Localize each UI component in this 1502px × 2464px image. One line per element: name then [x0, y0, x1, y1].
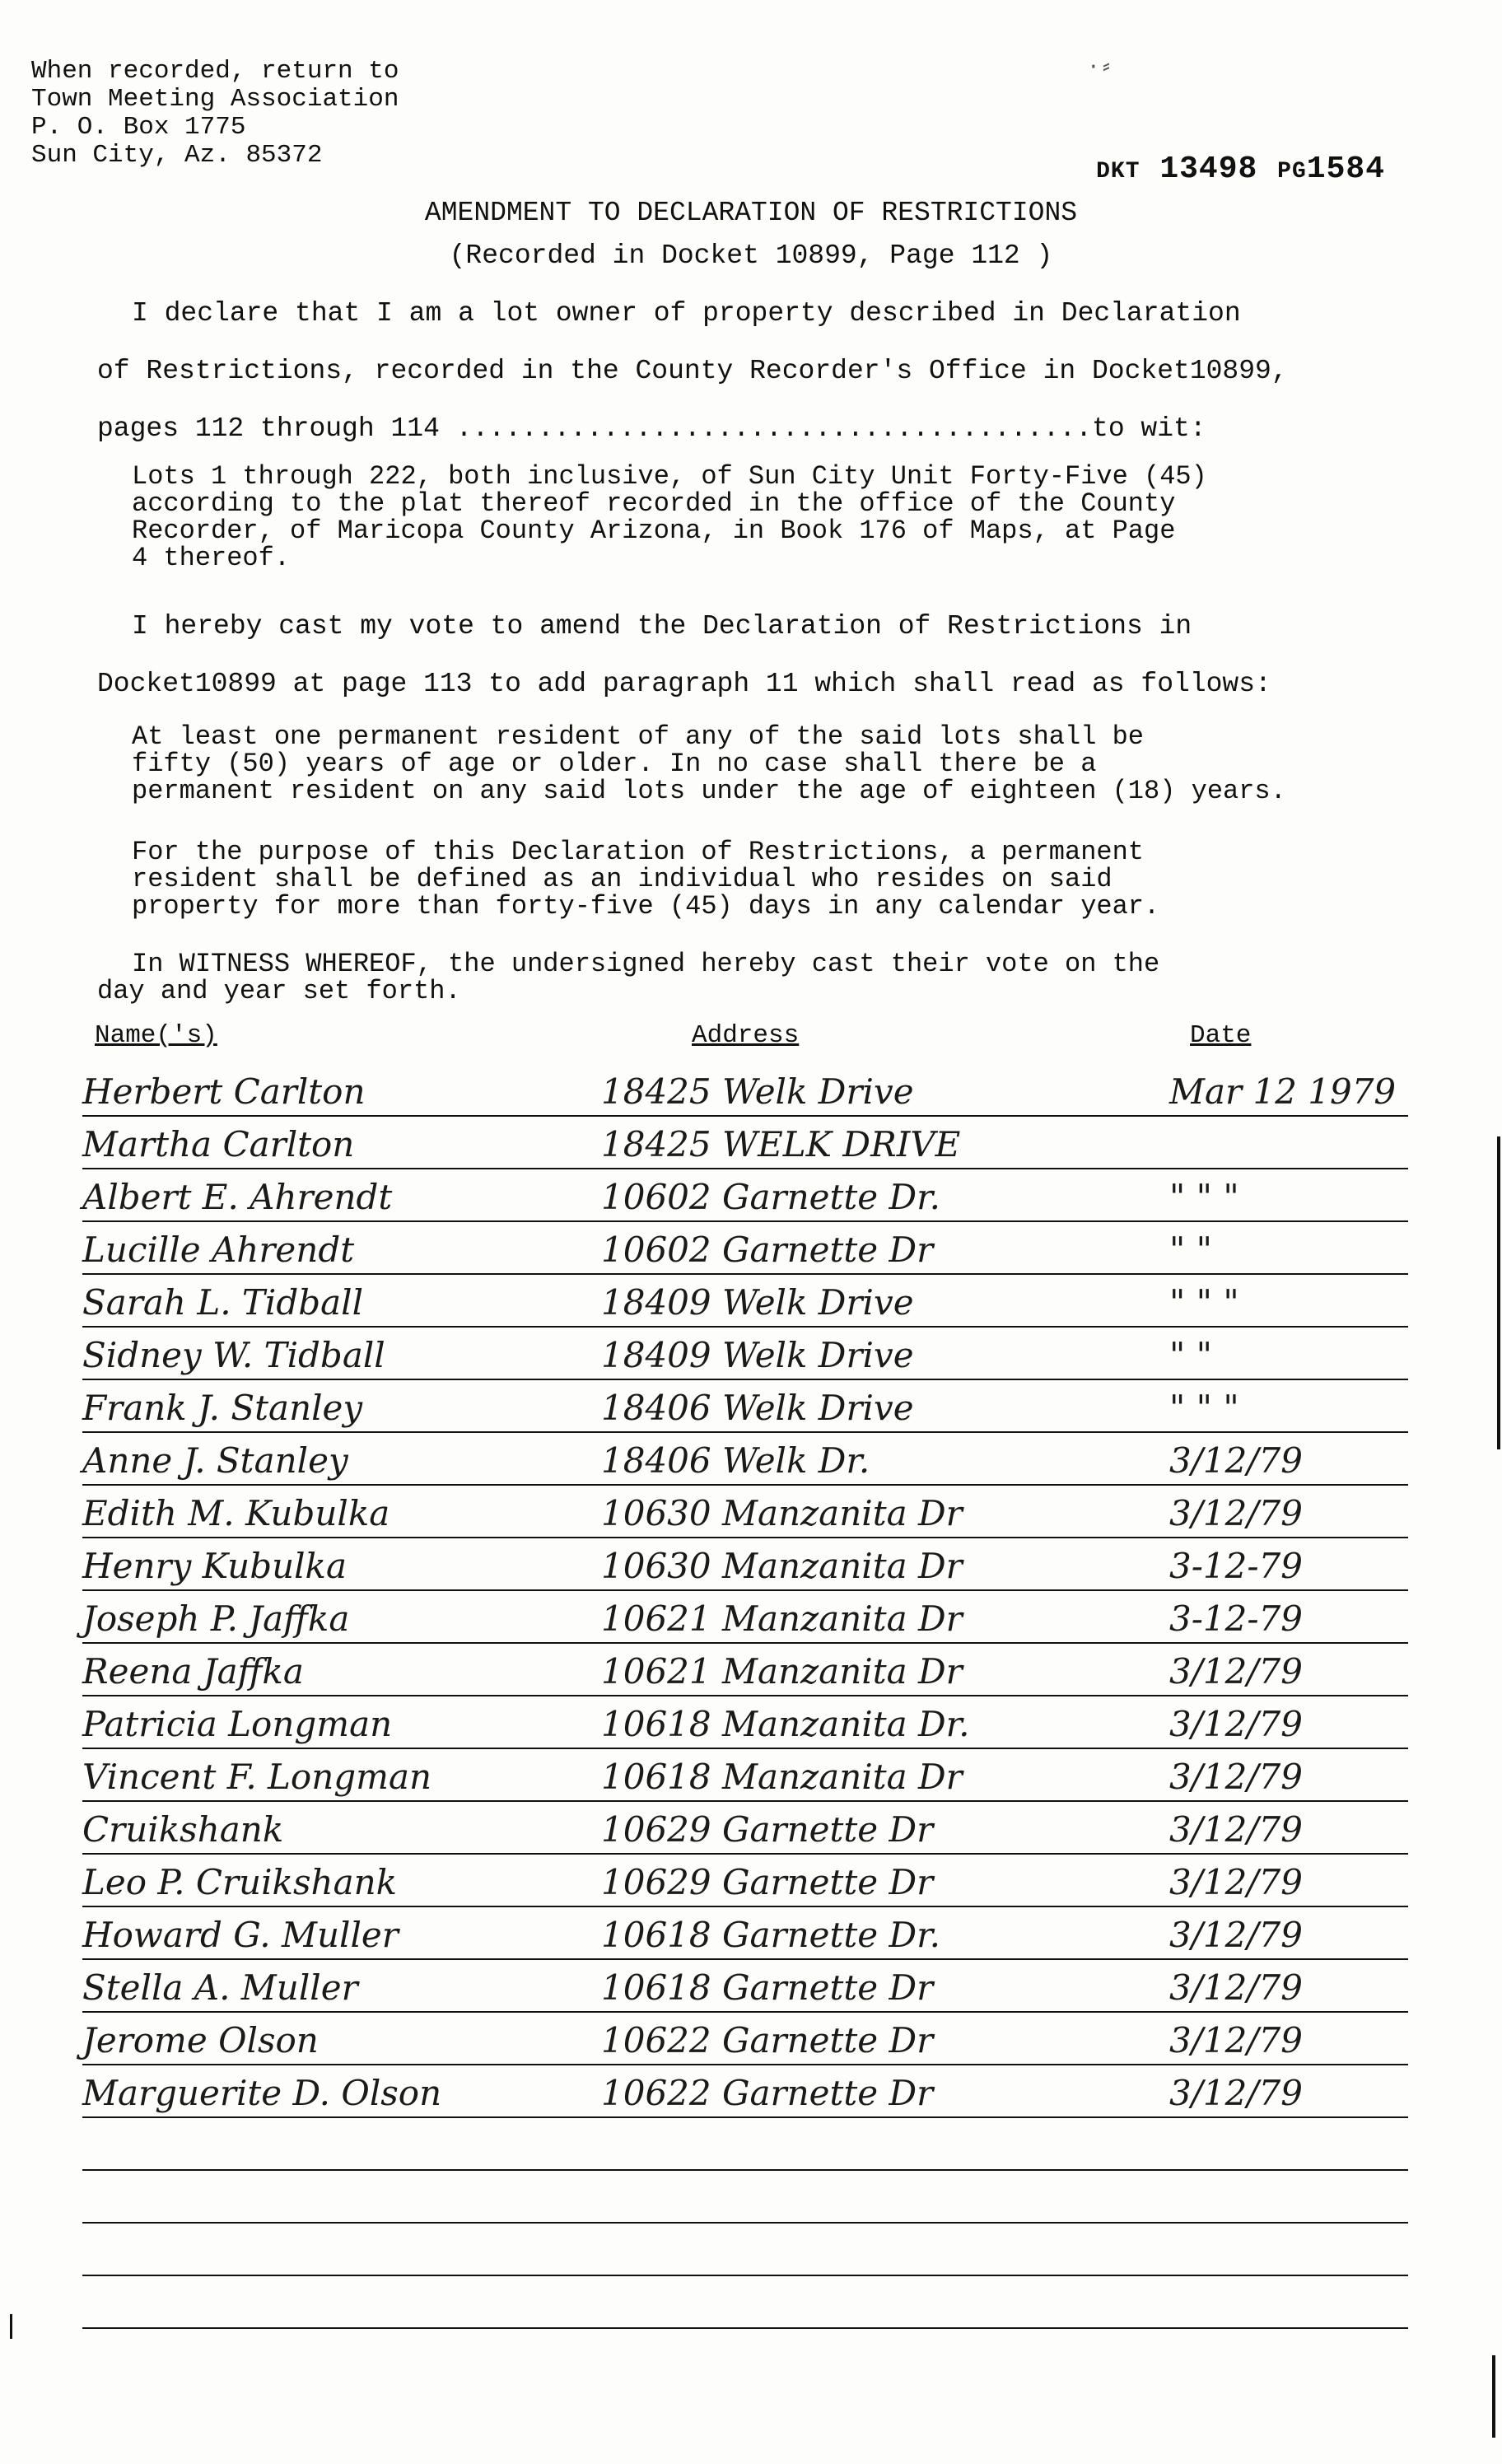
docket-prefix: DKT — [1096, 159, 1140, 184]
vote-line-1: I hereby cast my vote to amend the Declaration of Restrictions in — [132, 611, 1192, 642]
declaration-line-2: of Restrictions, recorded in the County Recorder's Office in Docket10899, — [97, 356, 1288, 386]
signature-date: 3/12/79 — [1169, 1967, 1303, 2008]
signer-address: 10618 Manzanita Dr. — [601, 1704, 970, 1744]
paragraph-11-text — [132, 723, 1286, 805]
signature-date: " " " — [1169, 1177, 1239, 1217]
signature-date: 3/12/79 — [1169, 2073, 1303, 2113]
signature-row — [82, 1380, 1408, 1433]
signer-address: 18425 WELK DRIVE — [601, 1124, 961, 1164]
signer-address: 10621 Manzanita Dr — [601, 1598, 963, 1639]
signature-date: 3/12/79 — [1169, 1809, 1303, 1850]
signature-date: 3/12/79 — [1169, 1440, 1303, 1481]
declaration-to-wit: to wit: — [1092, 413, 1206, 444]
return-line-1: When recorded, return to — [31, 57, 399, 86]
signer-address: 10618 Garnette Dr — [601, 1967, 934, 2008]
corner-mark: ·⸗ — [1087, 54, 1113, 79]
signature-date: 3/12/79 — [1169, 1651, 1303, 1692]
signer-name: Joseph P. Jaffka — [82, 1598, 350, 1639]
signature-date: 3-12-79 — [1169, 1598, 1303, 1639]
signature-row — [82, 1960, 1408, 2013]
witness-text — [97, 950, 1159, 1005]
blank-signature-line — [82, 2169, 1408, 2171]
header-names: Name('s) — [95, 1021, 217, 1050]
signature-row — [82, 1328, 1408, 1380]
definition-line-3: property for more than forty-five (45) days in any calendar year. — [132, 891, 1160, 922]
header-date: Date — [1190, 1021, 1252, 1050]
scan-edge-mark — [10, 2314, 12, 2339]
signer-address: 18406 Welk Drive — [601, 1388, 914, 1428]
witness-line-1: In WITNESS WHEREOF, the undersigned hereby cast their vote on the — [132, 949, 1160, 979]
signature-date: " " — [1169, 1230, 1212, 1270]
signer-address: 10618 Garnette Dr. — [601, 1915, 940, 1955]
signer-name: Patricia Longman — [82, 1704, 393, 1744]
signer-name: Jerome Olson — [82, 2020, 319, 2060]
signature-date: " " — [1169, 1335, 1212, 1375]
signer-name: Howard G. Muller — [82, 1915, 399, 1955]
signer-name: Anne J. Stanley — [82, 1440, 348, 1481]
definition-text — [132, 838, 1159, 920]
signature-date: 3-12-79 — [1169, 1546, 1303, 1586]
blank-signature-line — [82, 2327, 1408, 2329]
signature-date: 3/12/79 — [1169, 1493, 1303, 1533]
signature-row — [82, 1749, 1408, 1802]
signature-date: " " " — [1169, 1388, 1239, 1428]
signer-address: 18425 Welk Drive — [601, 1071, 914, 1112]
signer-name: Herbert Carlton — [82, 1071, 366, 1112]
document-title: AMENDMENT TO DECLARATION OF RESTRICTIONS — [424, 198, 1078, 228]
signature-row — [82, 2065, 1408, 2118]
signature-row — [82, 2013, 1408, 2065]
blank-signature-line — [82, 2222, 1408, 2224]
document-subtitle: (Recorded in Docket 10899, Page 112 ) — [449, 240, 1053, 271]
vote-line-2: Docket10899 at page 113 to add paragraph 11 which shall read as follows: — [97, 669, 1271, 699]
signer-address: 10629 Garnette Dr — [601, 1862, 934, 1902]
declaration-line-1: I declare that I am a lot owner of property described in Declaration — [132, 298, 1241, 329]
signer-address: 10621 Manzanita Dr — [601, 1651, 963, 1692]
signer-name: Martha Carlton — [82, 1124, 355, 1164]
paragraph-11-line-2: fifty (50) years of age or older. In no case shall there be a — [132, 749, 1097, 779]
docket-page: 1584 — [1306, 152, 1385, 187]
lots-line-2: according to the plat thereof recorded in the office of the County — [132, 488, 1176, 519]
paragraph-11-line-3: permanent resident on any said lots under the age of eighteen (18) years. — [132, 776, 1286, 806]
signature-date: " " " — [1169, 1282, 1239, 1323]
signature-row — [82, 1222, 1408, 1275]
signature-date: 3/12/79 — [1169, 2020, 1303, 2060]
signer-address: 10602 Garnette Dr — [601, 1230, 934, 1270]
return-line-2: Town Meeting Association — [31, 85, 399, 114]
paragraph-11-line-1: At least one permanent resident of any of the said lots shall be — [132, 721, 1144, 752]
signer-name: Edith M. Kubulka — [82, 1493, 390, 1533]
signer-name: Reena Jaffka — [82, 1651, 304, 1692]
docket-number: 13498 — [1159, 152, 1258, 187]
signature-row — [82, 1275, 1408, 1328]
signer-name: Sarah L. Tidball — [82, 1282, 364, 1323]
definition-line-2: resident shall be defined as an individual who resides on said — [132, 864, 1113, 894]
docket-page-prefix: PG — [1277, 159, 1307, 184]
signature-row — [82, 1486, 1408, 1538]
signature-row — [82, 1855, 1408, 1907]
signer-address: 10630 Manzanita Dr — [601, 1493, 963, 1533]
declaration-dots: ....................................... — [439, 413, 1093, 444]
signer-name: Albert E. Ahrendt — [82, 1177, 393, 1217]
signer-address: 10629 Garnette Dr — [601, 1809, 934, 1850]
scan-edge-mark — [1497, 1136, 1500, 1449]
signer-name: Frank J. Stanley — [82, 1388, 363, 1428]
signature-row — [82, 1696, 1408, 1749]
blank-signature-line — [82, 2275, 1408, 2276]
lots-line-3: Recorder, of Maricopa County Arizona, in Book 176 of Maps, at Page — [132, 516, 1176, 546]
lots-line-1: Lots 1 through 222, both inclusive, of Sun City Unit Forty-Five (45) — [132, 461, 1207, 492]
signature-row — [82, 1907, 1408, 1960]
signature-date: 3/12/79 — [1169, 1757, 1303, 1797]
signer-name: Vincent F. Longman — [82, 1757, 432, 1797]
definition-line-1: For the purpose of this Declaration of Restrictions, a permanent — [132, 837, 1144, 867]
signer-name: Lucille Ahrendt — [82, 1230, 355, 1270]
signature-row — [82, 1117, 1408, 1169]
signer-address: 18409 Welk Drive — [601, 1282, 914, 1323]
signature-date: 3/12/79 — [1169, 1915, 1303, 1955]
signer-address: 10618 Manzanita Dr — [601, 1757, 963, 1797]
signature-row — [82, 1591, 1408, 1644]
return-address-block — [31, 58, 399, 170]
docket-stamp — [1096, 152, 1385, 187]
return-line-3: P. O. Box 1775 — [31, 113, 246, 142]
signer-address: 18409 Welk Drive — [601, 1335, 914, 1375]
lots-description — [132, 463, 1207, 572]
signer-address: 10602 Garnette Dr. — [601, 1177, 940, 1217]
signer-name: Leo P. Cruikshank — [82, 1862, 398, 1902]
signer-address: 10630 Manzanita Dr — [601, 1546, 963, 1586]
header-address: Address — [692, 1021, 800, 1050]
signer-name: Stella A. Muller — [82, 1967, 358, 2008]
signer-name: Cruikshank — [82, 1809, 284, 1850]
signature-row — [82, 1802, 1408, 1855]
signature-row — [82, 1644, 1408, 1696]
signer-address: 18406 Welk Dr. — [601, 1440, 870, 1481]
return-line-4: Sun City, Az. 85372 — [31, 141, 323, 170]
declaration-pages: pages 112 through 114 — [97, 413, 440, 444]
signer-name: Sidney W. Tidball — [82, 1335, 385, 1375]
signature-row — [82, 1433, 1408, 1486]
signature-date: 3/12/79 — [1169, 1862, 1303, 1902]
signature-row — [82, 1538, 1408, 1591]
signature-date: Mar 12 1979 — [1169, 1071, 1397, 1112]
signer-address: 10622 Garnette Dr — [601, 2073, 934, 2113]
declaration-line-3 — [97, 413, 1206, 444]
signer-address: 10622 Garnette Dr — [601, 2020, 934, 2060]
witness-line-2: day and year set forth. — [97, 976, 461, 1006]
signature-date: 3/12/79 — [1169, 1704, 1303, 1744]
scan-edge-mark — [1492, 2355, 1495, 2438]
lots-line-4: 4 thereof. — [132, 543, 291, 573]
signature-row — [82, 1169, 1408, 1222]
signature-row — [82, 1064, 1408, 1117]
signer-name: Henry Kubulka — [82, 1546, 348, 1586]
signer-name: Marguerite D. Olson — [82, 2073, 442, 2113]
